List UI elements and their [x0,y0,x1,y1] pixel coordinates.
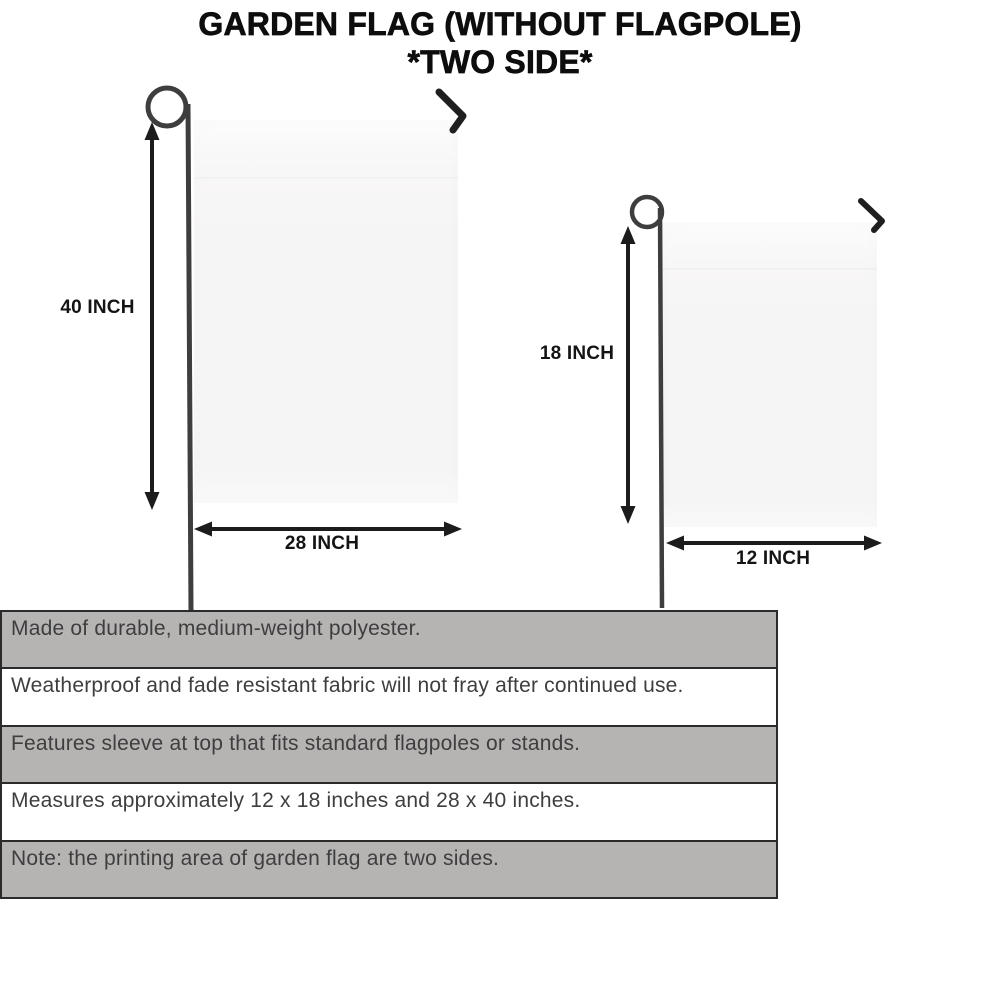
small-flagpole [632,197,662,608]
large-pole-loop-icon [148,88,186,126]
page-title: GARDEN FLAG (WITHOUT FLAGPOLE) [198,6,802,42]
features-table [0,610,778,899]
feature-row-note: Note: the printing area of garden flag are two sides. [2,842,776,897]
page-subtitle: *TWO SIDE* [407,44,593,80]
title-block [0,5,1000,81]
small-height-arrow [621,226,636,524]
large-flagpole [148,88,191,610]
feature-row-measures: Measures approximately 12 x 18 inches and 28 x 40 inches. [2,784,776,841]
small-height-label: 18 INCH [539,343,615,364]
feature-row-weatherproof: Weatherproof and fade resistant fabric will not fray after continued use. [2,669,776,726]
small-width-label: 12 INCH [735,548,811,569]
small-pole-loop-icon [632,197,662,227]
large-width-label: 28 INCH [284,533,360,554]
large-pole-shaft [188,104,191,610]
large-height-label: 40 INCH [60,297,135,318]
large-flag-fabric [194,120,458,503]
small-flag-fabric [662,222,877,527]
feature-row-sleeve: Features sleeve at top that fits standard flagpoles or stands. [2,727,776,784]
feature-row-material: Made of durable, medium-weight polyester. [2,612,776,669]
